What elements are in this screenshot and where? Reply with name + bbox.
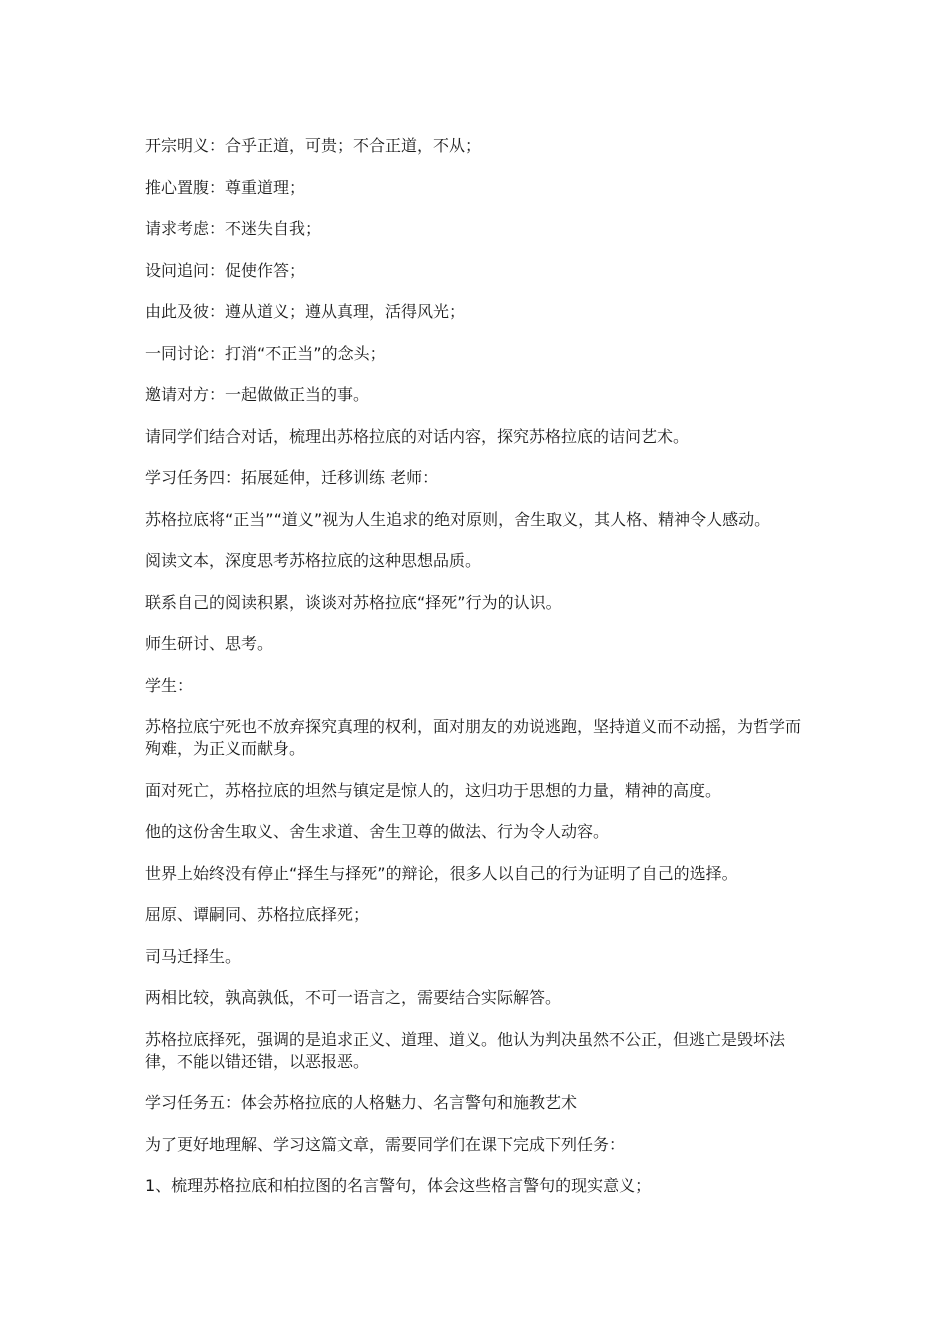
paragraph: 邀请对方：一起做做正当的事。 [145,385,370,404]
list-item: 1、梳理苏格拉底和柏拉图的名言警句，体会这些格言警句的现实意义； [145,1176,652,1195]
document-body [145,135,805,1217]
paragraph: 苏格拉底将“正当”“道义”视为人生追求的绝对原则，舍生取义，其人格、精神令人感动。 [145,509,771,529]
paragraph: 苏格拉底宁死也不放弃探究真理的权利，面对朋友的劝说逃跑，坚持道义而不动摇，为哲学而殉难，为正义而献身。 [145,717,802,758]
paragraph: 请同学们结合对话，梳理出苏格拉底的对话内容，探究苏格拉底的诘问艺术。 [145,426,690,446]
paragraph: 司马迁择生。 [145,946,242,966]
paragraph: 联系自己的阅读积累，谈谈对苏格拉底“择死”行为的认识。 [145,592,562,612]
paragraph: 他的这份舍生取义、舍生求道、舍生卫尊的做法、行为令人动容。 [145,822,610,841]
paragraph: 学生： [145,675,194,695]
paragraph: 阅读文本，深度思考苏格拉底的这种思想品质。 [145,551,482,570]
section-heading: 学习任务四：拓展延伸，迁移训练 老师： [145,468,439,487]
paragraph: 师生研讨、思考。 [145,634,274,653]
section-heading: 学习任务五：体会苏格拉底的人格魅力、名言警句和施教艺术 [145,1093,578,1112]
paragraph: 由此及彼：遵从道义；遵从真理，活得风光； [145,302,466,321]
paragraph: 请求考虑：不迷失自我； [145,219,322,238]
paragraph: 两相比较，孰高孰低，不可一语言之，需要结合实际解答。 [145,988,562,1007]
paragraph: 为了更好地理解、学习这篇文章，需要同学们在课下完成下列任务： [145,1134,626,1154]
paragraph: 面对死亡，苏格拉底的坦然与镇定是惊人的，这归功于思想的力量，精神的高度。 [145,780,722,800]
paragraph: 苏格拉底择死，强调的是追求正义、道理、道义。他认为判决虽然不公正，但逃亡是毁坏法律，不能以错还错，以恶报恶。 [145,1029,786,1071]
paragraph: 开宗明义：合乎正道，可贵；不合正道，不从； [145,136,482,155]
paragraph: 世界上始终没有停止“择生与择死”的辩论，很多人以自己的行为证明了自己的选择。 [145,863,738,883]
paragraph: 一同讨论：打消“不正当”的念头； [145,343,386,363]
paragraph: 屈原、谭嗣同、苏格拉底择死； [145,905,370,924]
paragraph: 设问追问：促使作答； [145,260,306,280]
paragraph: 推心置腹：尊重道理； [145,177,306,197]
